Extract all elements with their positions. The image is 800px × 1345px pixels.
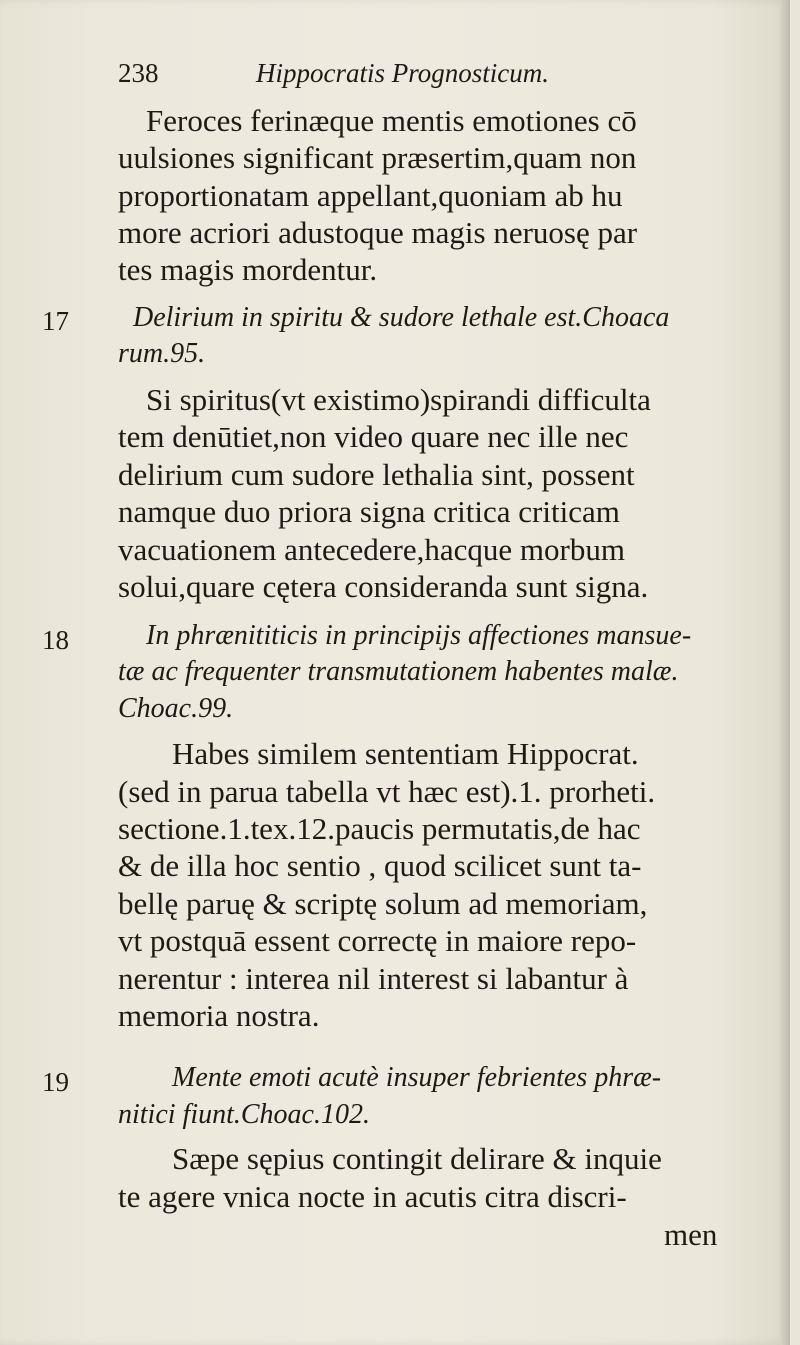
text-line: uulsiones significant præsertim,quam non <box>118 140 637 175</box>
text-line: sectione.1.tex.12.paucis permutatis,de hac <box>118 811 641 846</box>
text-line: vt postquā essent correctę in maiore repo- <box>118 923 637 958</box>
text-line: proportionatam appellant,quoniam ab hu <box>118 178 623 213</box>
text-line: Feroces ferinæque mentis emotiones cō <box>146 103 637 138</box>
margin-number: 18 <box>42 625 69 655</box>
text-line: tem denūtiet,non video quare nec ille nec <box>118 419 629 454</box>
text-line: memoria nostra. <box>118 998 320 1033</box>
catchword: men <box>664 1217 718 1252</box>
margin-number: 19 <box>42 1067 69 1097</box>
text-line: namque duo priora signa critica criticam <box>118 494 620 529</box>
text-line: tes magis mordentur. <box>118 252 378 287</box>
running-title: Hippocratis Prognosticum. <box>256 58 549 88</box>
page-edge <box>780 0 790 1345</box>
text-line: te agere vnica nocte in acutis citra discri- <box>118 1179 627 1214</box>
text-line: nitici fiunt.Choac.102. <box>118 1099 370 1130</box>
text-line: Choac.99. <box>118 693 234 724</box>
text-line: nerentur : interea nil interest si labantur à <box>118 961 629 996</box>
text-line: vacuationem antecedere,hacque morbum <box>118 532 625 567</box>
margin-number: 17 <box>42 306 69 336</box>
text-line: tæ ac frequenter transmutationem habentes malæ. <box>118 656 679 687</box>
text-line: more acriori adustoque magis neruosę par <box>118 215 638 250</box>
text-line: & de illa hoc sentio , quod scilicet sunt ta- <box>118 848 642 883</box>
page-number: 238 <box>118 58 159 88</box>
text-line: rum.95. <box>118 338 206 369</box>
text-line: Delirium in spiritu & sudore lethale est.Choaca <box>133 302 670 333</box>
text-line: (sed in parua tabella vt hæc est).1. prorheti. <box>118 774 656 809</box>
text-line: In phrænititicis in principijs affectiones mansue- <box>146 620 692 651</box>
text-line: Mente emoti acutè insuper febrientes phræ- <box>172 1062 662 1093</box>
text-line: Si spiritus(vt existimo)spirandi difficulta <box>146 382 651 417</box>
text-line: Sæpe sępius contingit delirare & inquie <box>172 1141 662 1176</box>
text-line: delirium cum sudore lethalia sint, possent <box>118 457 635 492</box>
text-line: solui,quare cętera consideranda sunt signa. <box>118 569 649 604</box>
text-line: Habes similem sententiam Hippocrat. <box>172 736 639 771</box>
text-line: bellę paruę & scriptę solum ad memoriam, <box>118 886 648 921</box>
